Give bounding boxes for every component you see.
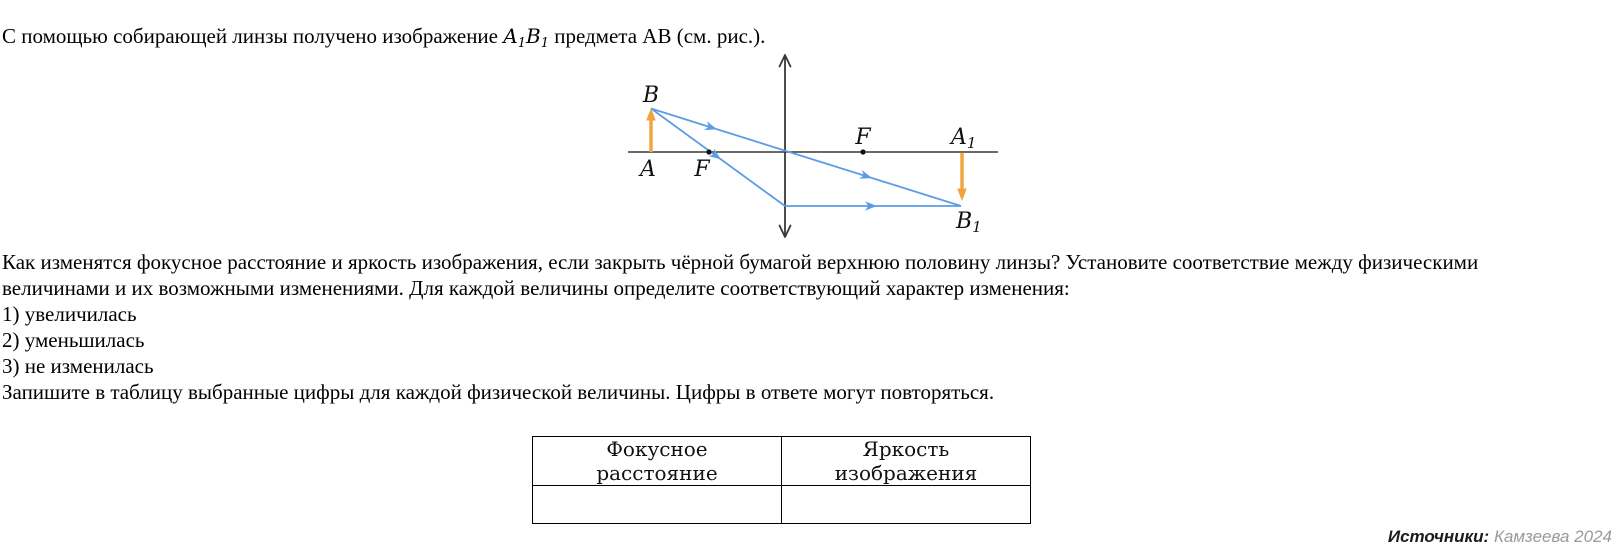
image-notation (503, 24, 549, 51)
header-image-brightness: Яркость изображения (782, 437, 1031, 486)
label-F-right: F (855, 125, 871, 150)
option-3: 3) не изменилась (2, 354, 154, 378)
label-B1 (955, 209, 982, 236)
label-B1-letter: B (956, 209, 973, 234)
intro-part2: предмета АВ (см. рис.). (548, 24, 766, 48)
answer-cell-focal-length[interactable] (533, 486, 782, 524)
header-focal-length: Фокусное расстояние (533, 437, 782, 486)
math-sub-1b: 1 (540, 36, 549, 51)
ray-arrowhead-icon (859, 170, 873, 182)
label-F-left: F (694, 157, 710, 182)
option-2: 2) уменьшилась (2, 328, 145, 352)
question-block (2, 249, 1518, 405)
question-text: Как изменятся фокусное расстояние и яркость изображения, если закрыть чёрной бумагой верхнюю половину линзы? Установите соответствие между физическими величинами и их возможными изменениями. Для каждой величины определите соответствующий характер изменения: (2, 250, 1479, 300)
answer-table-header-row (533, 437, 1031, 486)
image-arrow-head-icon (957, 189, 967, 202)
label-B: B (642, 83, 660, 108)
math-letter-B: B (525, 24, 541, 48)
focal-point-right (860, 149, 865, 154)
source-label: Источники: (1387, 527, 1490, 546)
label-A: A (640, 157, 656, 182)
answer-cell-image-brightness[interactable] (782, 486, 1031, 524)
lens-diagram-svg (600, 42, 1000, 248)
math-letter-A: A (503, 24, 518, 48)
math-sub-1: 1 (517, 36, 526, 51)
label-A1-sub: 1 (966, 134, 977, 152)
label-A1 (949, 125, 976, 152)
table-instruction: Запишите в таблицу выбранные цифры для каждой физической величины. Цифры в ответе могут повторяться. (2, 380, 995, 404)
focal-point-left (706, 149, 711, 154)
option-1: 1) увеличилась (2, 302, 137, 326)
answer-table-input-row (533, 486, 1031, 524)
ray-arrowhead-icon (704, 121, 718, 133)
source-attribution (1388, 527, 1612, 547)
label-A1-letter: A (951, 125, 967, 150)
lens-ray-diagram (600, 42, 1000, 248)
source-value: Камзеева 2024 (1493, 527, 1612, 546)
label-B1-sub: 1 (972, 218, 982, 236)
answer-table (532, 436, 1031, 524)
intro-part1: С помощью собирающей линзы получено изображение (2, 24, 504, 48)
